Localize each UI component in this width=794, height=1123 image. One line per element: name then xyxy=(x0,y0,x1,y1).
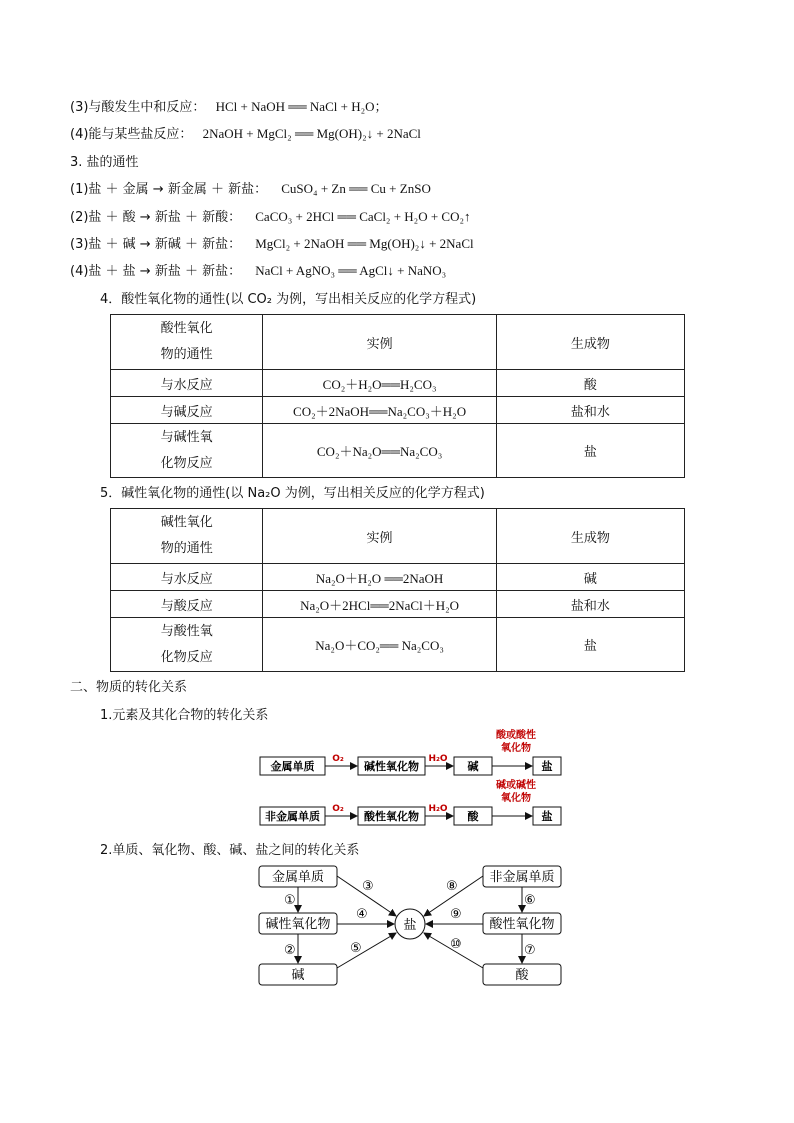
header-cell: 碱性氧化 物的通性 xyxy=(111,509,263,564)
box-label: 碱性氧化物 xyxy=(265,917,331,932)
box-label: 非金属单质 xyxy=(489,870,555,885)
subsection-2-heading: 2.单质、氧化物、酸、碱、盐之间的转化关系 xyxy=(100,843,360,858)
example-cell: Na₂O＋CO₂══ Na₂CO₃ xyxy=(263,618,496,672)
reagent-label: O₂ xyxy=(332,804,344,814)
example-cell: CO₂＋Na₂O══Na₂CO₃ xyxy=(263,424,496,478)
prop-cell: 与碱反应 xyxy=(111,397,263,424)
example-cell: Na₂O＋2HCl══2NaCl＋H₂O xyxy=(263,591,496,618)
line-label: (3)与酸发生中和反应： xyxy=(70,100,206,115)
header-cell: 生成物 xyxy=(496,509,684,564)
box-label: 非金属单质 xyxy=(265,810,320,823)
box-label: 盐 xyxy=(541,760,553,773)
step-number: ⑧ xyxy=(446,879,458,894)
equation: CaCO₃ + 2HCl ══ CaCl₂ + H₂O + CO₂↑ xyxy=(255,209,471,224)
table-row xyxy=(111,397,685,424)
step-number: ⑦ xyxy=(524,943,536,958)
reagent-label: O₂ xyxy=(332,754,344,764)
box-label: 金属单质 xyxy=(271,870,325,885)
example-cell: CO₂＋H₂O══H₂CO₃ xyxy=(263,370,496,397)
header-cell: 酸性氧化 物的通性 xyxy=(111,315,263,370)
acid-oxide-table xyxy=(110,314,685,478)
prop-cell: 与水反应 xyxy=(111,370,263,397)
salt-label: 盐 xyxy=(403,918,417,933)
step-number: ④ xyxy=(356,907,368,922)
prop-cell: 与碱性氧 化物反应 xyxy=(111,424,263,478)
equation: NaCl + AgNO₃ ══ AgCl↓ + NaNO₃ xyxy=(255,263,447,278)
table-header-row xyxy=(111,509,685,564)
box-label: 盐 xyxy=(541,810,553,823)
salt-item xyxy=(70,178,431,197)
reagent-label: 氧化物 xyxy=(501,793,531,804)
prop-cell: 与酸性氧 化物反应 xyxy=(111,618,263,672)
step-number: ① xyxy=(284,893,296,908)
prop-cell: 与酸反应 xyxy=(111,591,263,618)
salt-item xyxy=(70,233,474,252)
prop-cell: 与水反应 xyxy=(111,564,263,591)
equation: 2NaOH + MgCl₂ ══ Mg(OH)₂↓ + 2NaCl xyxy=(202,126,421,141)
header-cell: 实例 xyxy=(263,315,496,370)
acid-oxide-heading: 4．酸性氧化物的通性(以 CO₂ 为例，写出相关反应的化学方程式) xyxy=(100,292,477,307)
base-prop-line-4 xyxy=(70,123,421,142)
table-row xyxy=(111,424,685,478)
product-cell: 碱 xyxy=(496,564,684,591)
section-2-heading: 二、物质的转化关系 xyxy=(70,680,188,695)
salt-item xyxy=(70,260,446,279)
box-label: 酸 xyxy=(467,810,479,823)
table-row xyxy=(111,564,685,591)
step-number: ⑤ xyxy=(350,941,362,956)
subsection-1-heading: 1.元素及其化合物的转化关系 xyxy=(100,708,269,723)
example-cell: CO₂＋2NaOH══Na₂CO₃＋H₂O xyxy=(263,397,496,424)
header-cell: 实例 xyxy=(263,509,496,564)
product-cell: 盐和水 xyxy=(496,591,684,618)
reagent-label: 碱或碱性 xyxy=(496,780,536,791)
box-label: 酸性氧化物 xyxy=(364,810,419,823)
table-row xyxy=(111,618,685,672)
box-label: 酸性氧化物 xyxy=(489,917,555,932)
line-label: (4)盐 ＋ 盐 → 新盐 ＋ 新盐： xyxy=(70,264,242,279)
box-label: 金属单质 xyxy=(270,760,315,773)
line-label: (4)能与某些盐反应： xyxy=(70,127,193,142)
line-label: (1)盐 ＋ 金属 → 新金属 ＋ 新盐： xyxy=(70,182,268,197)
product-cell: 盐和水 xyxy=(496,397,684,424)
base-prop-line-3 xyxy=(70,96,388,115)
box-label: 碱 xyxy=(291,968,305,983)
box-label: 酸 xyxy=(515,968,529,983)
step-number: ③ xyxy=(362,879,374,894)
table-row xyxy=(111,370,685,397)
line-label: (2)盐 ＋ 酸 → 新盐 ＋ 新酸： xyxy=(70,210,242,225)
basic-oxide-table xyxy=(110,508,685,672)
basic-oxide-heading: 5．碱性氧化物的通性(以 Na₂O 为例，写出相关反应的化学方程式) xyxy=(100,486,485,501)
example-cell: Na₂O＋H₂O ══2NaOH xyxy=(263,564,496,591)
relation-diagram xyxy=(250,860,570,992)
table-row xyxy=(111,591,685,618)
chain-nonmetal xyxy=(260,778,561,825)
salt-heading: 3. 盐的通性 xyxy=(70,155,139,170)
reagent-label: 酸或酸性 xyxy=(496,730,536,741)
reagent-label: H₂O xyxy=(428,754,448,764)
product-cell: 盐 xyxy=(496,424,684,478)
arrow xyxy=(337,933,396,968)
chain-metal xyxy=(260,728,561,775)
equation: HCl + NaOH ══ NaCl + H₂O； xyxy=(215,99,388,114)
reagent-label: H₂O xyxy=(428,804,448,814)
equation: CuSO₄ + Zn ══ Cu + ZnSO xyxy=(281,181,431,196)
line-label: (3)盐 ＋ 碱 → 新碱 ＋ 新盐： xyxy=(70,237,242,252)
step-number: ⑨ xyxy=(450,907,462,922)
box-label: 碱性氧化物 xyxy=(364,760,419,773)
product-cell: 酸 xyxy=(496,370,684,397)
salt-item xyxy=(70,206,471,225)
product-cell: 盐 xyxy=(496,618,684,672)
step-number: ⑥ xyxy=(524,893,536,908)
reagent-label: 氧化物 xyxy=(501,743,531,754)
equation: MgCl₂ + 2NaOH ══ Mg(OH)₂↓ + 2NaCl xyxy=(255,236,474,251)
box-label: 碱 xyxy=(467,760,479,773)
table-header-row xyxy=(111,315,685,370)
step-number: ⑩ xyxy=(450,937,462,952)
step-number: ② xyxy=(284,943,296,958)
header-cell: 生成物 xyxy=(496,315,684,370)
conversion-chain-diagram xyxy=(250,725,580,835)
